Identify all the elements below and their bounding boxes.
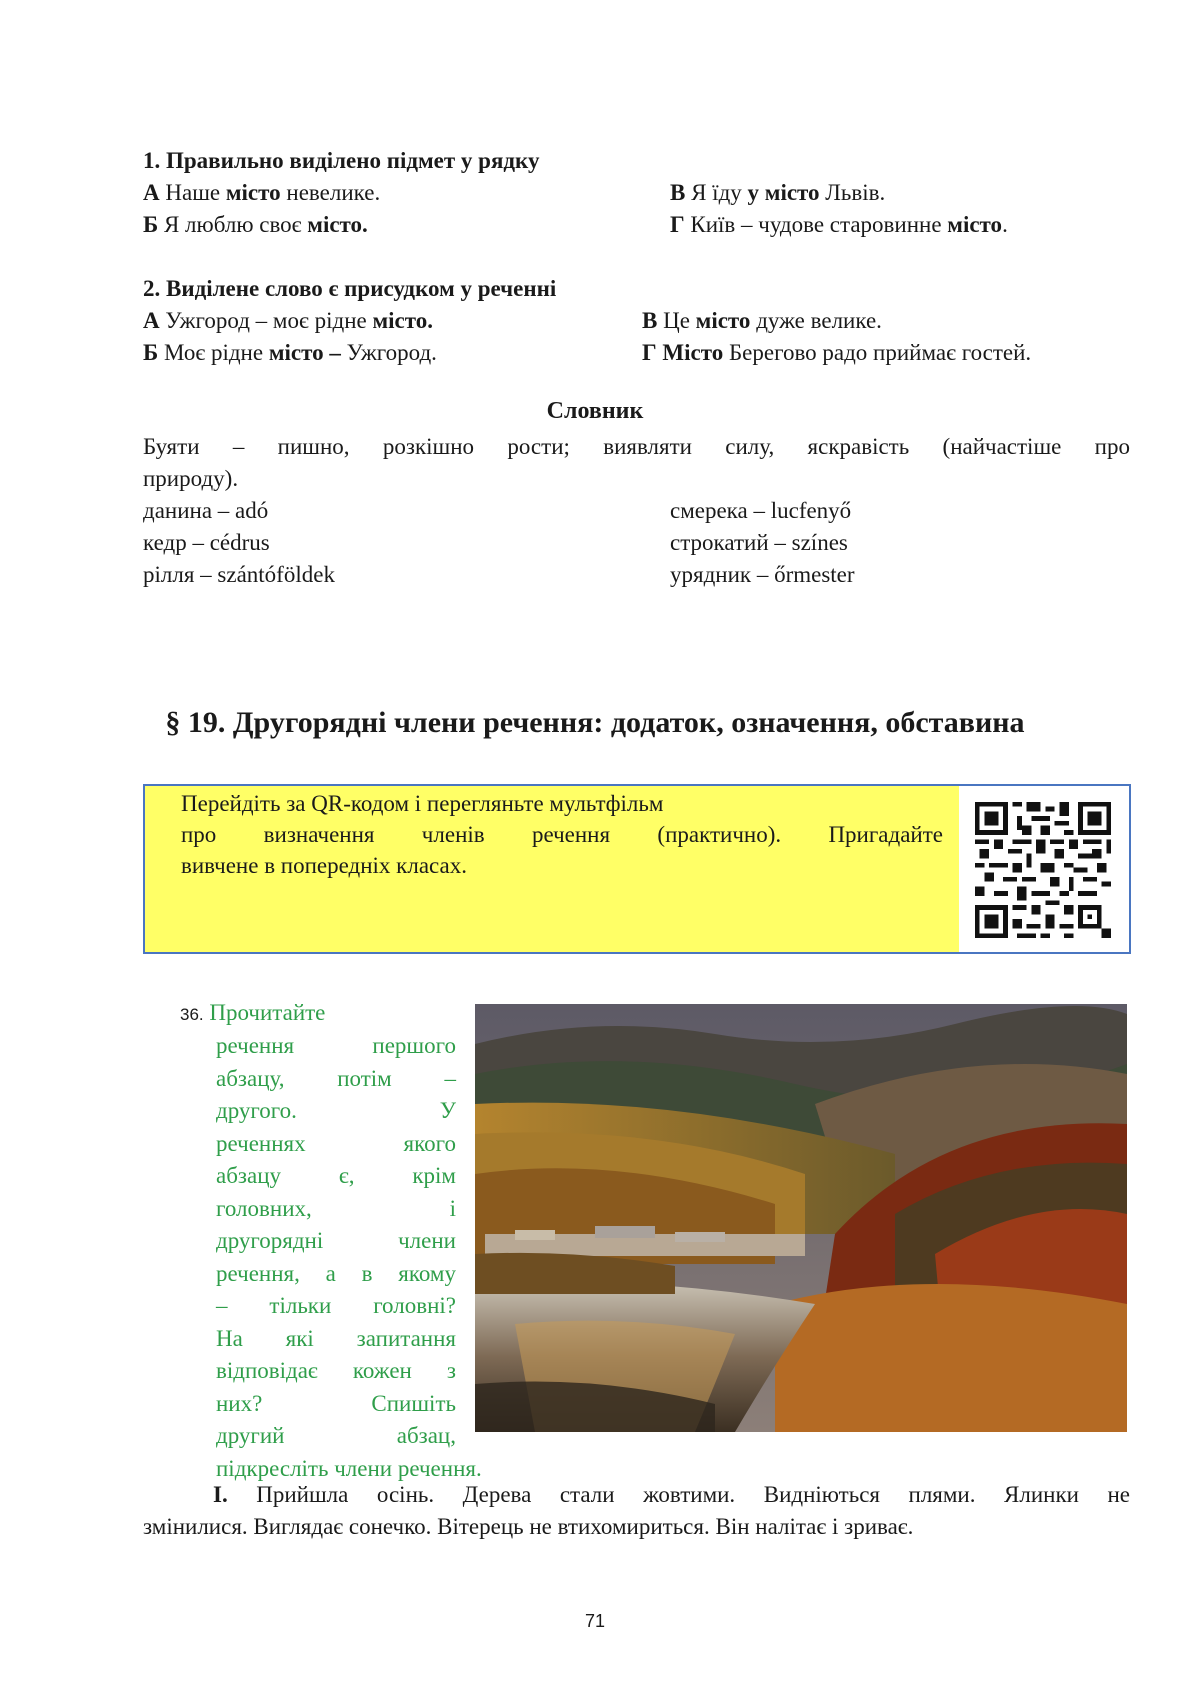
glossary-definition-line-2: природу).: [143, 466, 239, 491]
glossary-entry-left-2: кедр – cédrus: [143, 530, 270, 555]
autumn-landscape-photo: [475, 1004, 1127, 1432]
task-2-option-g: Г Місто Берегово радо приймає гостей.: [642, 340, 1032, 365]
task-1-option-v: В Я їду у місто Львів.: [670, 180, 886, 205]
task-1-option-a: А Наше місто невелике.: [143, 180, 381, 205]
qr-callout-line-1: Перейдіть за QR-кодом і перегляньте мультфільм: [181, 791, 664, 816]
task-36-line-9: речення, а в якому: [216, 1260, 456, 1286]
task-36-line-3: абзацу, потім –: [216, 1065, 456, 1091]
task-36-line-2: речення першого: [216, 1033, 456, 1058]
glossary-entry-right-3: урядник – őrmester: [670, 562, 855, 587]
task-36-first-line: [180, 997, 325, 1032]
task-1-option-b: Б Я люблю своє місто.: [143, 212, 368, 237]
task-2-option-b: Б Моє рідне місто – Ужгород.: [143, 340, 437, 365]
section-heading: § 19. Другорядні члени речення: додаток, означення, обставина: [165, 706, 1025, 739]
task-36-number: 36.: [180, 1005, 204, 1024]
task-2-option-a: А Ужгород – моє рідне місто.: [143, 308, 433, 333]
task-1-title: 1. Правильно виділено підмет у рядку: [143, 148, 540, 173]
landscape-image-icon: [475, 1004, 1127, 1432]
glossary-entry-left-1: данина – adó: [143, 498, 269, 523]
task-36-line-6: абзацу є, крім: [216, 1163, 456, 1188]
task-36-line-7: головних, і: [216, 1195, 456, 1221]
paragraph-one-line-1: І. Прийшла осінь. Дерева стали жовтими. Видніються плями. Ялинки не: [213, 1482, 1130, 1507]
task-36-instructions: [216, 1030, 482, 1485]
task-36-line-1: Прочитайте: [209, 1000, 326, 1025]
qr-callout-line-3: вивчене в попередніх класах.: [181, 853, 467, 878]
task-36-line-11: На які запитання: [216, 1325, 456, 1351]
glossary-entry-right-1: смерека – lucfenyő: [670, 498, 852, 523]
task-36-line-5: реченнях якого: [216, 1130, 456, 1156]
qr-callout-box: [143, 784, 1131, 954]
task-36-line-4: другого. У: [216, 1098, 456, 1123]
task-36-line-12: відповідає кожен з: [216, 1358, 456, 1383]
task-36-line-15: підкресліть члени речення.: [216, 1455, 482, 1481]
qr-code-icon[interactable]: [973, 802, 1113, 938]
task-36-line-13: них? Спишіть: [216, 1390, 456, 1416]
glossary-title: Словник: [546, 398, 644, 424]
glossary-definition-line-1: Буяти – пишно, розкішно рости; виявляти силу, яскравість (найчастіше про: [143, 434, 1130, 459]
paragraph-one-line-2: змінилися. Виглядає сонечко. Вітерець не втихомириться. Він налітає і зриває.: [143, 1514, 914, 1539]
task-36-line-8: другорядні члени: [216, 1228, 456, 1253]
glossary-entry-left-3: рілля – szántóföldek: [143, 562, 335, 587]
qr-callout-line-2: про визначення членів речення (практично). Пригадайте: [181, 822, 943, 847]
task-2-title: 2. Виділене слово є присудком у реченні: [143, 276, 557, 301]
task-36-line-14: другий абзац,: [216, 1423, 456, 1448]
task-36-line-10: – тільки головні?: [216, 1293, 456, 1318]
task-2-option-v: В Це місто дуже велике.: [642, 308, 882, 333]
task-1-option-g: Г Київ – чудове старовинне місто.: [670, 212, 1008, 237]
page-number: 71: [584, 1611, 606, 1631]
glossary-entry-right-2: строкатий – színes: [670, 530, 848, 555]
